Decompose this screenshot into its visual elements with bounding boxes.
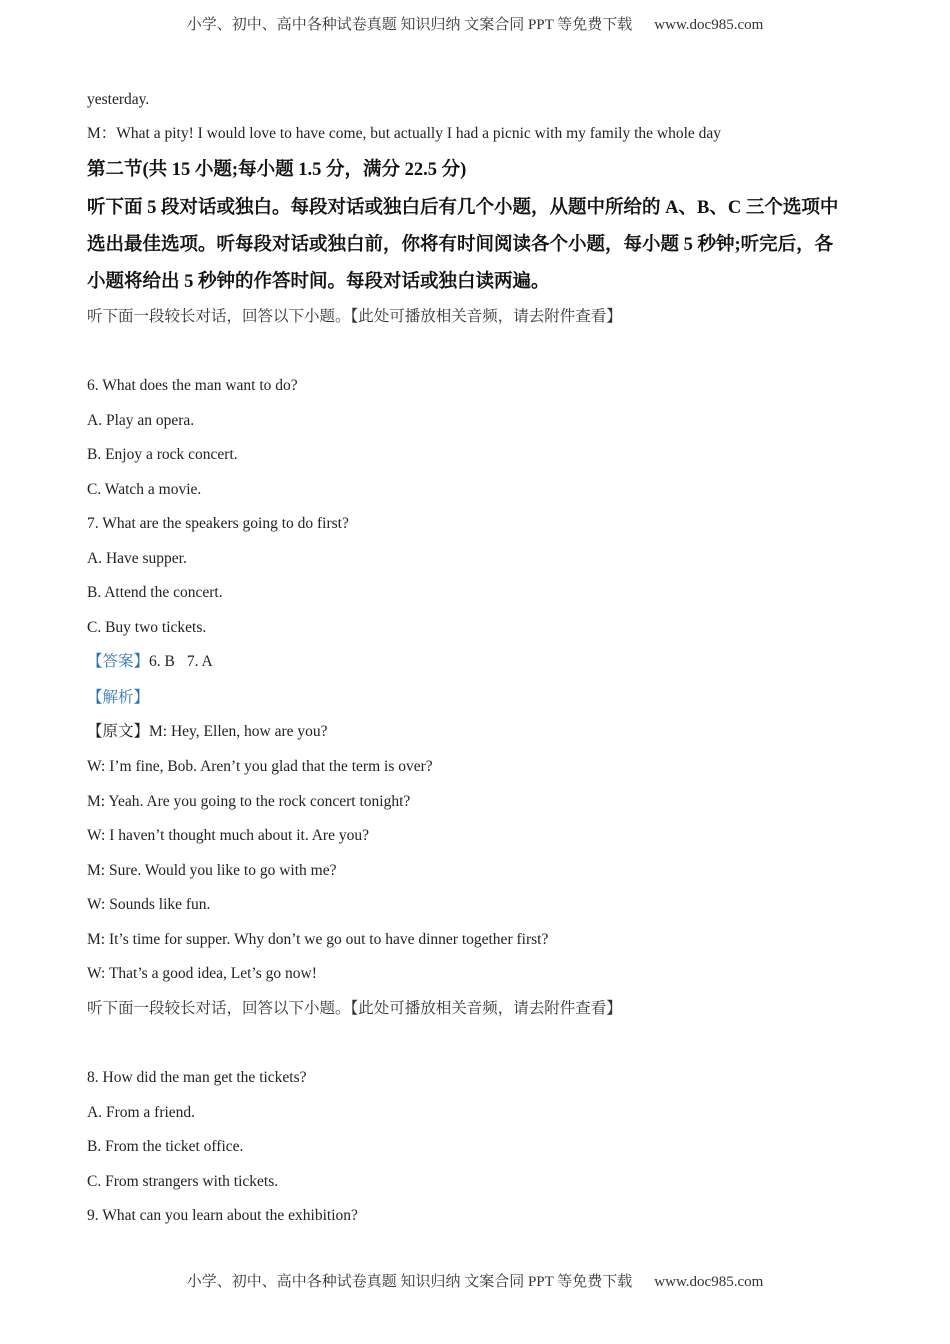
answer-line [87,652,213,672]
question-7: 7. What are the speakers going to do first? [87,515,349,532]
dialog-line: M: Hey, Ellen, how are you? [149,723,328,740]
dialog-line: W: That’s a good idea, Let’s go now! [87,965,317,982]
instructions-line: 小题将给出 5 秒钟的作答时间。每段对话或独白读两遍。 [87,272,550,292]
dialog-line: M：What a pity! I would love to have come, but actually I had a picnic with my family the whole day [87,125,722,142]
answer-7: 7. A [186,653,213,670]
dialog-line: W: I’m fine, Bob. Aren’t you glad that the term is over? [87,758,433,775]
header-url-link[interactable]: www.doc985.com [654,17,764,33]
continuation-text: yesterday. [87,91,150,108]
option-7c: C. Buy two tickets. [87,619,207,636]
dialog-line: M: It’s time for supper. Why don’t we go out to have dinner together first? [87,931,549,948]
transcript-line [87,722,328,742]
section-title: 第二节(共 15 小题;每小题 1.5 分，满分 22.5 分) [87,160,467,180]
option-8a: A. From a friend. [87,1104,196,1121]
answer-6: 6. B [149,653,175,670]
option-8b: B. From the ticket office. [87,1138,244,1155]
dialog-line: M: Sure. Would you like to go with me? [87,862,337,879]
instructions-line: 选出最佳选项。听每段对话或独白前，你将有时间阅读各个小题，每小题 5 秒钟;听完后，各 [87,235,834,255]
option-7a: A. Have supper. [87,550,187,567]
dialog-line: W: Sounds like fun. [87,896,211,913]
answer-label: 【答案】 [87,653,150,670]
listening-prompt: 听下面一段较长对话，回答以下小题。【此处可播放相关音频，请去附件查看】 [87,308,622,325]
option-6a: A. Play an opera. [87,412,195,429]
dialog-line: M: Yeah. Are you going to the rock concert tonight? [87,793,411,810]
option-8c: C. From strangers with tickets. [87,1173,279,1190]
page-header [0,13,950,34]
question-6: 6. What does the man want to do? [87,377,298,394]
footer-url-link[interactable]: www.doc985.com [654,1274,764,1290]
option-7b: B. Attend the concert. [87,584,223,601]
analysis-label: 【解析】 [87,689,150,706]
original-label: 【原文】 [87,723,150,740]
listening-prompt: 听下面一段较长对话，回答以下小题。【此处可播放相关音频，请去附件查看】 [87,1000,622,1017]
question-8: 8. How did the man get the tickets? [87,1069,307,1086]
header-text: 小学、初中、高中各种试卷真题 知识归纳 文案合同 PPT 等免费下载 [186,17,633,33]
option-6c: C. Watch a movie. [87,481,202,498]
instructions-line: 听下面 5 段对话或独白。每段对话或独白后有几个小题，从题中所给的 A、B、C 三个选项中 [87,198,839,218]
footer-text: 小学、初中、高中各种试卷真题 知识归纳 文案合同 PPT 等免费下载 [186,1274,633,1290]
question-9: 9. What can you learn about the exhibition? [87,1207,358,1224]
dialog-line: W: I haven’t thought much about it. Are you? [87,827,369,844]
page-footer [0,1270,950,1291]
option-6b: B. Enjoy a rock concert. [87,446,238,463]
